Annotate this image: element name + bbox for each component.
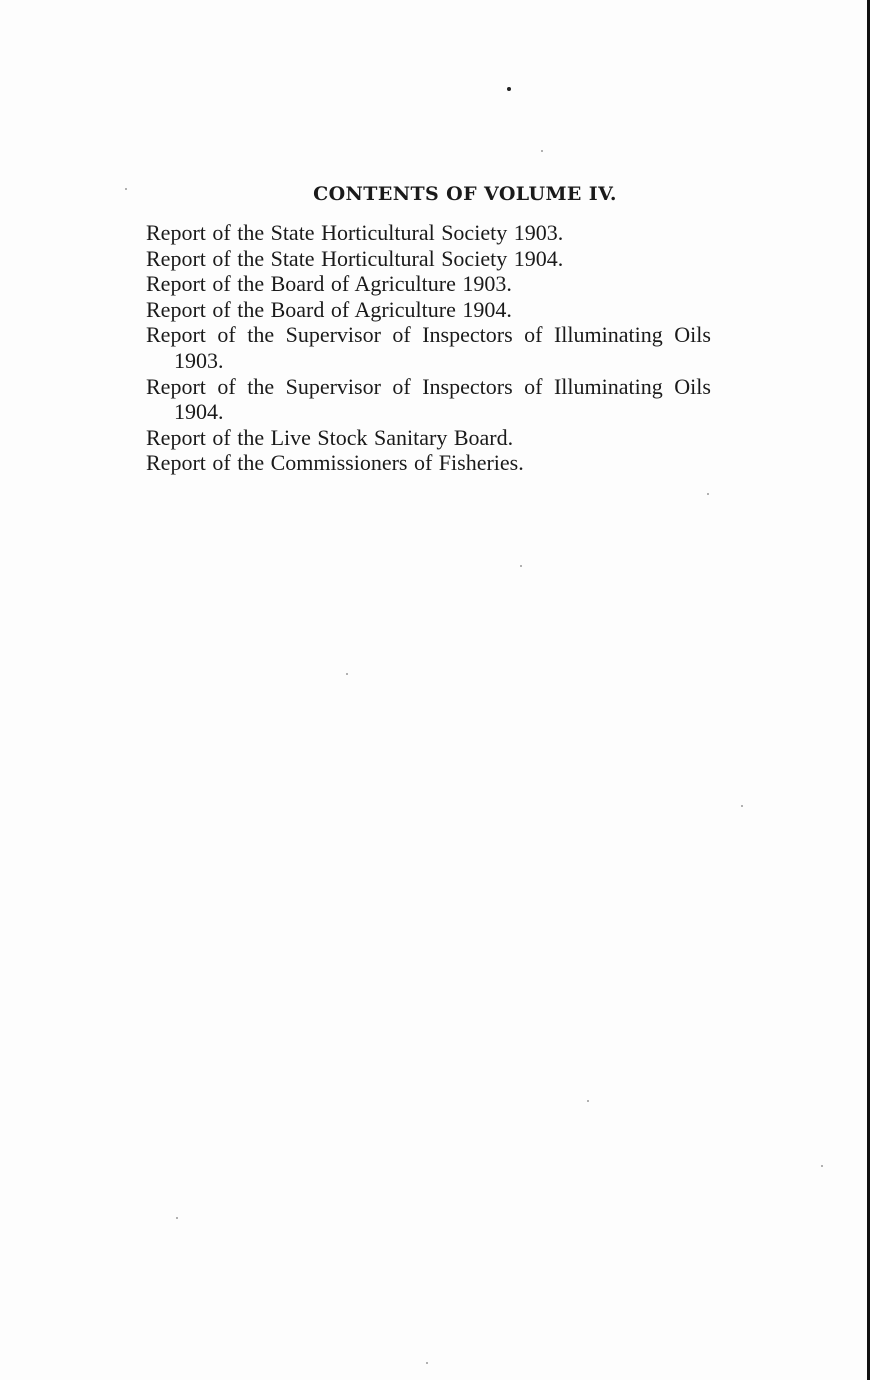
entry-text: Report of the Board of Agriculture 1903. [146,271,512,297]
contents-entry [146,220,794,246]
ink-dot [507,87,511,91]
contents-entry [146,246,794,272]
paper-speck [176,1217,178,1219]
entry-continuation: 1903. [174,347,224,373]
entry-text: Report of the Live Stock Sanitary Board. [146,424,514,450]
paper-speck [426,1362,428,1364]
entry-text: Report of the Supervisor of Inspectors of Illuminating Oils [146,373,711,399]
entry-continuation: 1904. [174,399,224,425]
page-title: CONTENTS OF VOLUME IV. [313,182,617,205]
paper-speck [707,493,709,495]
paper-speck [741,805,743,807]
contents-list [146,220,794,476]
entry-text: Report of the Commissioners of Fisheries. [146,450,524,476]
entry-text: Report of the Supervisor of Inspectors of Illuminating Oils [146,322,711,348]
paper-speck [520,565,522,567]
paper-speck [346,673,348,675]
contents-entry [146,425,794,451]
contents-entry [146,297,794,323]
paper-speck [587,1100,589,1102]
paper-speck [821,1165,823,1167]
contents-entry [146,374,794,425]
entry-text: Report of the State Horticultural Society 1903. [146,220,564,245]
paper-speck [541,150,543,152]
entry-text: Report of the State Horticultural Society 1904. [146,245,564,271]
entry-text: Report of the Board of Agriculture 1904. [146,296,512,322]
contents-entry [146,450,794,476]
contents-entry [146,322,794,373]
contents-entry [146,271,794,297]
